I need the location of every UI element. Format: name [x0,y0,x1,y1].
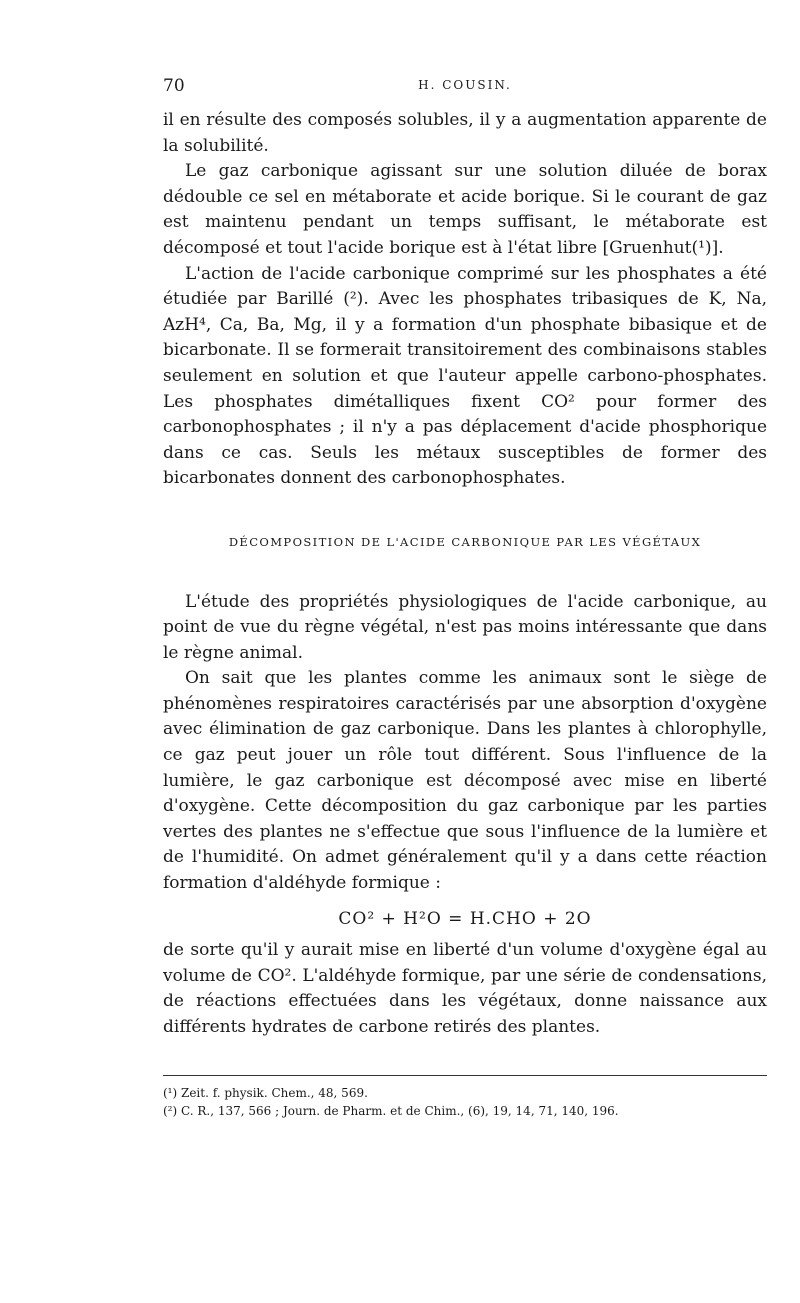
paragraph-physiology: L'étude des propriétés physiologiques de l'acide carbonique, au point de vue du règne végétal, n'est pas moins intéressante que dans le règne animal. [163,591,767,663]
page-header [163,76,767,98]
footnote-2: (²) C. R., 137, 566 ; Journ. de Pharm. et de Chim., (6), 19, 14, 71, 140, 196. [163,1104,619,1118]
paragraph-continued: il en résulte des composés solubles, il y a augmentation apparente de la solubilité. [163,110,767,156]
section-title: DÉCOMPOSITION DE L'ACIDE CARBONIQUE PAR LES VÉGÉTAUX [228,534,702,549]
footnote-1: (¹) Zeit. f. physik. Chem., 48, 569. [163,1086,368,1100]
paragraph-phosphates: L'action de l'acide carbonique comprimé sur les phosphates a été étudiée par Barillé (²). Avec les phosphates tribasiques de K, Na, AzH⁴, Ca, Ba, Mg, il y a formation d'un phosphate bibasique et de bicarbonate. Il se formerait transitoirement des combinaisons stables seulement en solution et que l'auteur appelle carbono-phosphates. Les phosphates dimétalliques fixent CO² pour former des carbonophosphates ; il n'y a pas déplacement d'acide phosphorique dans ce cas. Seuls les métaux susceptibles de former des bicarbonates donnent des carbonophosphates. [163,263,767,489]
running-head: H. COUSIN. [418,78,512,92]
body-text [163,108,767,1041]
footnotes [163,1075,767,1120]
paragraph-respiration: On sait que les plantes comme les animaux sont le siège de phénomènes respiratoires caractérisés par une absorption d'oxygène avec élimination de gaz carbonique. Dans les plantes à chlorophylle, ce gaz peut jouer un rôle tout différent. Sous l'influence de la lumière, le gaz carbonique est décomposé avec mise en liberté d'oxygène. Cette décomposition du gaz carbonique par les parties vertes des plantes ne s'effectue que sous l'influence de la lumière et de l'humidité. On admet généralement qu'il y a dans cette réaction formation d'aldéhyde formique : [163,668,767,894]
page-number: 70 [163,76,185,96]
paragraph-closing: de sorte qu'il y aurait mise en liberté d'un volume d'oxygène égal au volume de CO². L'aldéhyde formique, par une série de condensations, de réactions effectuées dans les végétaux, donne naissance aux différents hydrates de carbone retirés des plantes. [163,940,767,1037]
paragraph-borax: Le gaz carbonique agissant sur une solution diluée de borax dédouble ce sel en métaborate et acide borique. Si le courant de gaz est maintenu pendant un temps suffisant, le métaborate est décomposé et tout l'acide borique est à l'état libre [Gruenhut(¹)]. [163,161,767,258]
chemical-equation: CO² + H²O = H.CHO + 2O [338,908,592,929]
